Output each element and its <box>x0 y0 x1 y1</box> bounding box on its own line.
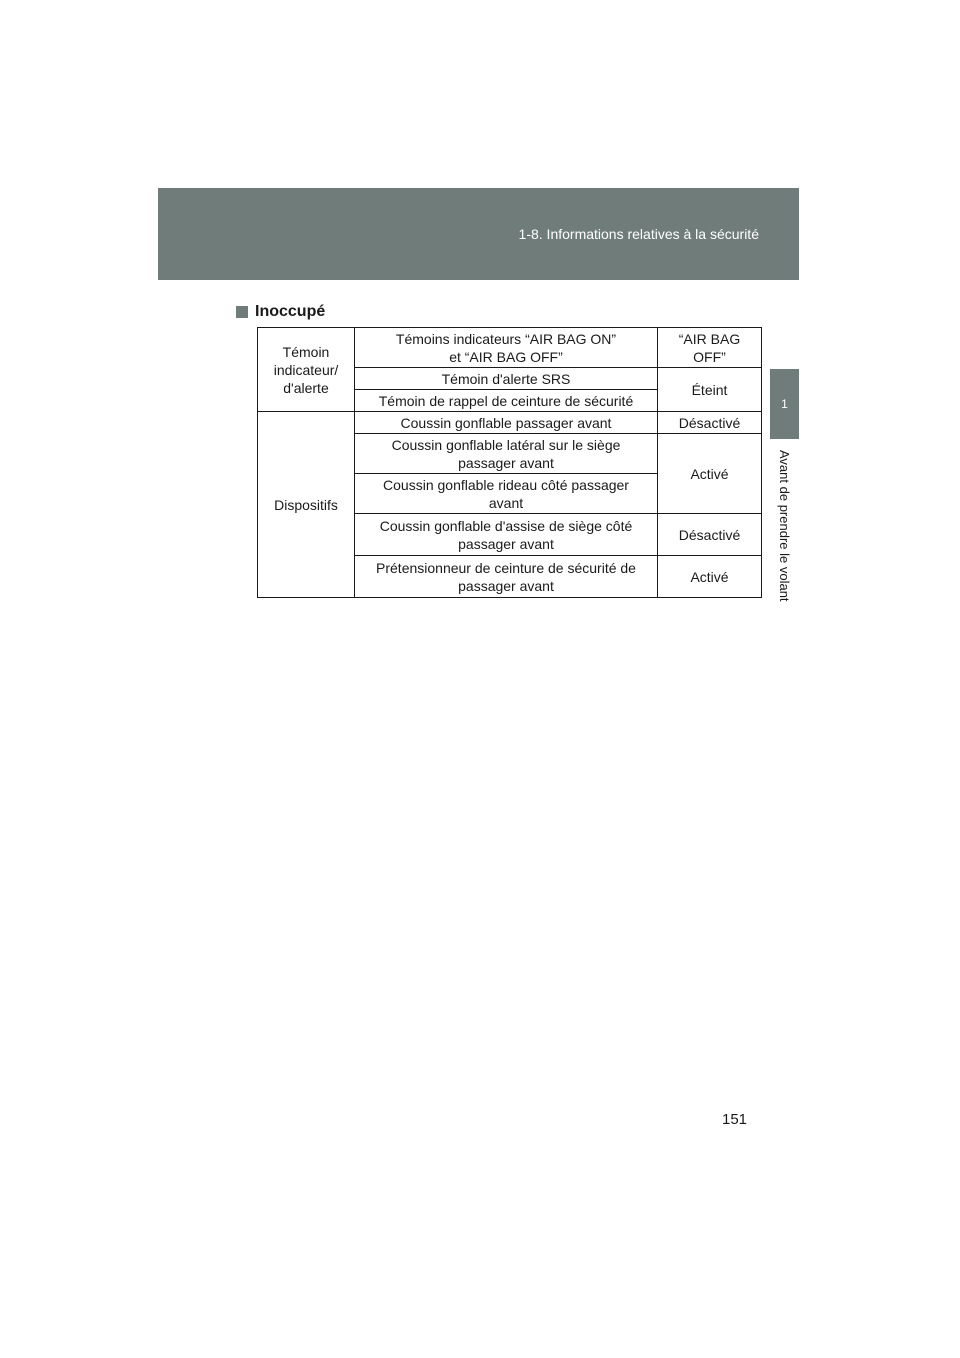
group-label-indicators: Témoin indicateur/ d'alerte <box>258 328 355 412</box>
table-cell-status: Éteint <box>658 368 762 412</box>
table-cell-item: Témoin d'alerte SRS <box>355 368 658 390</box>
section-header-title: 1-8. Informations relatives à la sécurité <box>518 226 759 242</box>
table-cell-status: Désactivé <box>658 514 762 556</box>
table-cell-item: Coussin gonflable passager avant <box>355 412 658 434</box>
status-table <box>257 327 762 598</box>
table-cell-item: Coussin gonflable latéral sur le siège passager avant <box>355 434 658 474</box>
section-heading <box>236 303 325 321</box>
table-cell-item: Témoin de rappel de ceinture de sécurité <box>355 390 658 412</box>
chapter-tab: 1 <box>770 369 799 439</box>
page-number: 151 <box>722 1111 748 1128</box>
square-bullet-icon <box>236 306 248 318</box>
chapter-title: Avant de prendre le volant <box>777 450 792 602</box>
table-cell-status: “AIR BAG OFF” <box>658 328 762 368</box>
table-cell-item: Coussin gonflable d'assise de siège côté passager avant <box>355 514 658 556</box>
table-cell-item: Prétensionneur de ceinture de sécurité de passager avant <box>355 556 658 598</box>
header-band <box>158 188 799 280</box>
table-cell-item: Témoins indicateurs “AIR BAG ON” et “AIR BAG OFF” <box>355 328 658 368</box>
section-heading-text: Inoccupé <box>255 303 326 320</box>
table-cell-status: Activé <box>658 556 762 598</box>
table-cell-item: Coussin gonflable rideau côté passager avant <box>355 474 658 514</box>
table-cell-status: Activé <box>658 434 762 514</box>
table-cell-status: Désactivé <box>658 412 762 434</box>
group-label-devices: Dispositifs <box>258 412 355 598</box>
